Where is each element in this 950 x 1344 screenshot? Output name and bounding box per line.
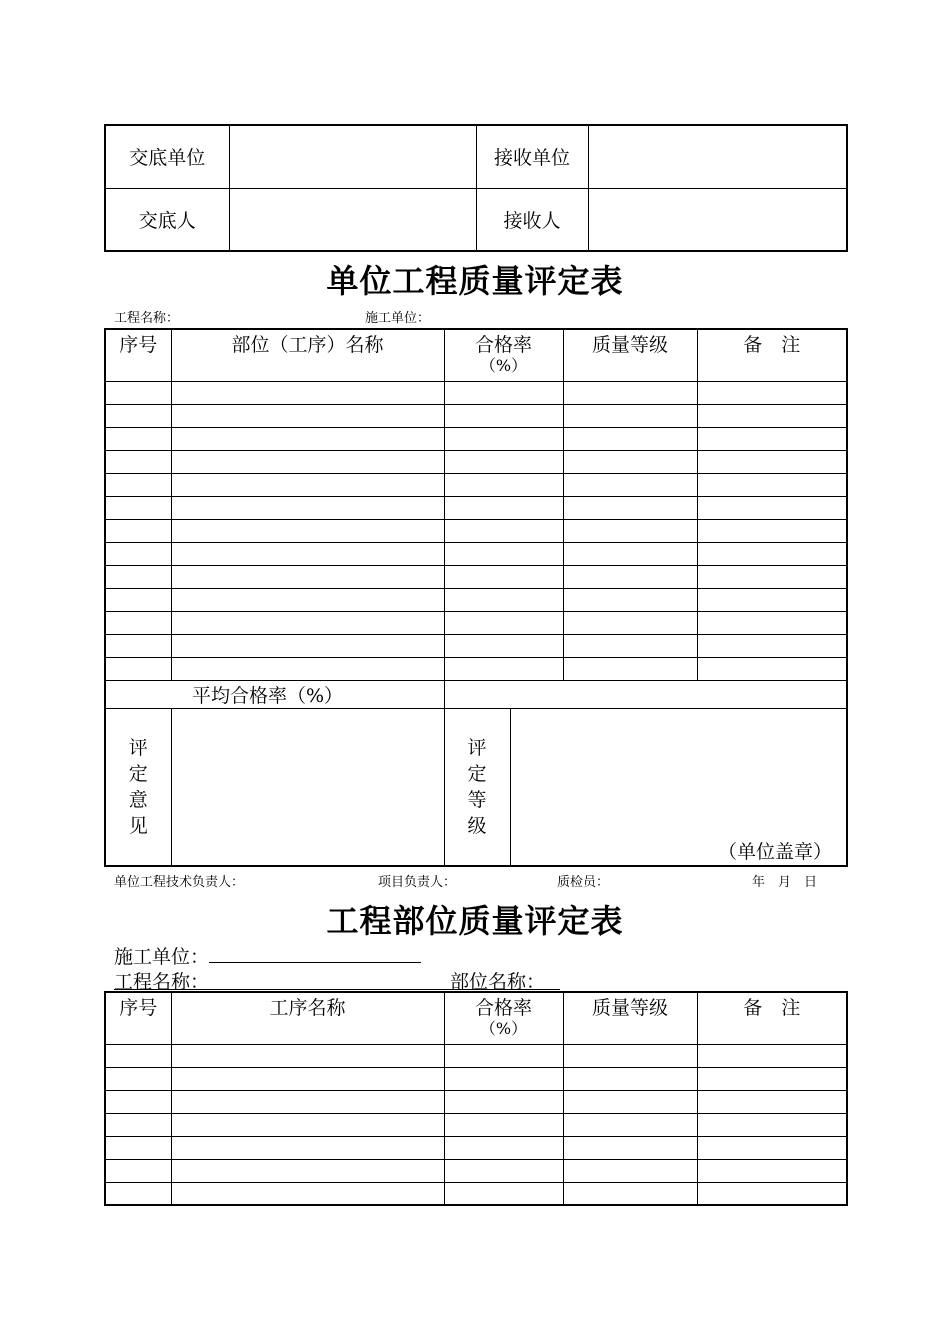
part-header-pass-rate-label: 合格率 xyxy=(474,997,532,1019)
table-row xyxy=(105,1182,847,1205)
grade-label-text xyxy=(467,735,487,839)
table-row xyxy=(105,404,847,427)
table-cell[interactable] xyxy=(105,1136,171,1159)
project-name-label: 工程名称： xyxy=(114,311,180,326)
table-cell[interactable] xyxy=(563,1159,697,1182)
part-quality-table xyxy=(104,991,848,1206)
table-cell[interactable] xyxy=(105,1090,171,1113)
table-cell[interactable] xyxy=(563,565,697,588)
part-construction-unit-label: 施工单位： xyxy=(114,946,210,968)
receiving-unit-label: 接收单位 xyxy=(476,125,588,188)
table-cell[interactable] xyxy=(171,473,444,496)
table-cell[interactable] xyxy=(444,657,563,680)
table-row xyxy=(105,1044,847,1067)
handover-person-label: 交底人 xyxy=(105,188,229,251)
table-row xyxy=(105,427,847,450)
table-row xyxy=(105,496,847,519)
table-cell[interactable] xyxy=(563,496,697,519)
opinion-label-text xyxy=(128,735,148,839)
table-cell[interactable] xyxy=(563,1044,697,1067)
table-cell[interactable] xyxy=(171,1090,444,1113)
project-lead-label: 项目负责人： xyxy=(378,875,457,890)
table-row xyxy=(105,1159,847,1182)
part-header-grade: 质量等级 xyxy=(563,992,697,1044)
table-cell[interactable] xyxy=(444,427,563,450)
table-cell[interactable] xyxy=(444,634,563,657)
table-cell[interactable] xyxy=(171,450,444,473)
table-cell[interactable] xyxy=(697,657,847,680)
header-no: 序号 xyxy=(105,329,171,381)
table-cell[interactable] xyxy=(105,381,171,404)
table-cell[interactable] xyxy=(105,542,171,565)
table-cell[interactable] xyxy=(697,611,847,634)
table-cell[interactable] xyxy=(563,1067,697,1090)
table-cell[interactable] xyxy=(697,565,847,588)
part-header-no: 序号 xyxy=(105,992,171,1044)
receiver-field[interactable] xyxy=(588,188,847,251)
table-cell[interactable] xyxy=(444,1090,563,1113)
part-construction-unit xyxy=(114,942,421,969)
header-remark: 备 注 xyxy=(697,329,847,381)
header-pass-rate-unit: （%） xyxy=(479,356,528,375)
table-cell[interactable] xyxy=(697,1113,847,1136)
grade-char-1: 评 xyxy=(467,736,487,759)
table-row xyxy=(105,450,847,473)
table-cell[interactable] xyxy=(563,1113,697,1136)
part-project-name-label: 工程名称： xyxy=(114,971,210,993)
part-header-pass-rate-unit: （%） xyxy=(479,1019,528,1038)
table-cell[interactable] xyxy=(697,450,847,473)
table-cell[interactable] xyxy=(105,1067,171,1090)
table-row xyxy=(105,1090,847,1113)
part-name-label: 部位名称： xyxy=(450,971,546,993)
table-cell[interactable] xyxy=(105,404,171,427)
table-cell[interactable] xyxy=(444,565,563,588)
table-cell[interactable] xyxy=(444,473,563,496)
table-cell[interactable] xyxy=(444,1159,563,1182)
table-cell[interactable] xyxy=(563,1090,697,1113)
part-header-pass-rate xyxy=(444,992,563,1044)
table-cell[interactable] xyxy=(105,611,171,634)
table-cell[interactable] xyxy=(697,634,847,657)
table-cell[interactable] xyxy=(171,588,444,611)
handover-unit-label: 交底单位 xyxy=(105,125,229,188)
table-cell[interactable] xyxy=(563,473,697,496)
table-cell[interactable] xyxy=(171,657,444,680)
table-cell[interactable] xyxy=(444,1113,563,1136)
table-cell[interactable] xyxy=(171,1182,444,1205)
table-cell[interactable] xyxy=(563,634,697,657)
table-cell[interactable] xyxy=(171,1044,444,1067)
table-cell[interactable] xyxy=(105,473,171,496)
part-form-title: 工程部位质量评定表 xyxy=(326,902,624,940)
header-pass-rate-label: 合格率 xyxy=(475,334,533,356)
avg-pass-rate-label: 平均合格率（%） xyxy=(105,680,444,708)
table-cell[interactable] xyxy=(697,427,847,450)
table-cell[interactable] xyxy=(171,496,444,519)
table-cell[interactable] xyxy=(563,1182,697,1205)
table-cell[interactable] xyxy=(563,427,697,450)
table-cell[interactable] xyxy=(697,1044,847,1067)
table-row xyxy=(105,565,847,588)
table-cell[interactable] xyxy=(697,542,847,565)
opinion-char-2: 定 xyxy=(128,762,148,785)
table-cell[interactable] xyxy=(105,634,171,657)
table-row xyxy=(105,473,847,496)
header-pass-rate xyxy=(444,329,563,381)
opinion-label xyxy=(105,708,171,866)
table-cell[interactable] xyxy=(171,427,444,450)
grade-char-3: 等 xyxy=(467,788,487,811)
table-row xyxy=(105,519,847,542)
table-cell[interactable] xyxy=(563,542,697,565)
table-cell[interactable] xyxy=(105,1044,171,1067)
unit-seal-text: （单位盖章） xyxy=(718,841,833,863)
table-cell[interactable] xyxy=(444,1182,563,1205)
part-header-remark: 备 注 xyxy=(697,992,847,1044)
table-cell[interactable] xyxy=(563,588,697,611)
table-cell[interactable] xyxy=(105,588,171,611)
part-header-process: 工序名称 xyxy=(171,992,444,1044)
part-table-body xyxy=(105,1044,847,1205)
table-cell[interactable] xyxy=(444,1067,563,1090)
opinion-char-3: 意 xyxy=(128,788,148,811)
part-construction-unit-field[interactable] xyxy=(209,944,421,963)
table-cell[interactable] xyxy=(171,1067,444,1090)
table-cell[interactable] xyxy=(444,611,563,634)
table-cell[interactable] xyxy=(444,542,563,565)
part-project-line xyxy=(114,967,560,993)
table-cell[interactable] xyxy=(697,1067,847,1090)
table-row xyxy=(105,657,847,680)
unit-table-body xyxy=(105,381,847,680)
table-cell[interactable] xyxy=(444,450,563,473)
construction-unit-label: 施工单位： xyxy=(365,311,431,326)
table-cell[interactable] xyxy=(105,657,171,680)
avg-pass-rate-row xyxy=(105,680,847,708)
table-row xyxy=(105,542,847,565)
unit-quality-table xyxy=(104,328,848,867)
table-cell[interactable] xyxy=(444,1136,563,1159)
table-cell[interactable] xyxy=(105,450,171,473)
handover-unit-field[interactable] xyxy=(229,125,476,188)
receiving-unit-field[interactable] xyxy=(588,125,847,188)
table-cell[interactable] xyxy=(105,1159,171,1182)
table-cell[interactable] xyxy=(105,427,171,450)
table-cell[interactable] xyxy=(563,519,697,542)
table-row xyxy=(105,1136,847,1159)
table-cell[interactable] xyxy=(444,496,563,519)
tech-lead-label: 单位工程技术负责人： xyxy=(114,875,245,890)
table-row xyxy=(105,381,847,404)
table-cell[interactable] xyxy=(444,404,563,427)
grade-char-2: 定 xyxy=(467,762,487,785)
opinion-row xyxy=(105,708,847,866)
table-cell[interactable] xyxy=(697,1090,847,1113)
table-cell[interactable] xyxy=(563,1136,697,1159)
table-cell[interactable] xyxy=(105,565,171,588)
table-cell[interactable] xyxy=(563,657,697,680)
table-cell[interactable] xyxy=(171,1136,444,1159)
table-cell[interactable] xyxy=(105,1113,171,1136)
table-cell[interactable] xyxy=(563,381,697,404)
grade-label xyxy=(444,708,510,866)
receiver-label: 接收人 xyxy=(476,188,588,251)
table-cell[interactable] xyxy=(563,450,697,473)
table-cell[interactable] xyxy=(105,1182,171,1205)
opinion-char-1: 评 xyxy=(128,736,148,759)
table-cell[interactable] xyxy=(171,634,444,657)
table-header-row xyxy=(105,329,847,381)
table-cell[interactable] xyxy=(697,496,847,519)
table-cell[interactable] xyxy=(697,381,847,404)
table-cell[interactable] xyxy=(171,404,444,427)
table-cell[interactable] xyxy=(171,565,444,588)
handover-table xyxy=(104,124,848,252)
date-label: 年 月 日 xyxy=(752,875,818,890)
table-cell[interactable] xyxy=(697,519,847,542)
grade-field[interactable] xyxy=(510,708,847,866)
table-row xyxy=(105,611,847,634)
header-grade: 质量等级 xyxy=(563,329,697,381)
table-row xyxy=(105,1113,847,1136)
table-row xyxy=(105,634,847,657)
table-cell[interactable] xyxy=(444,519,563,542)
table-cell[interactable] xyxy=(171,611,444,634)
table-cell[interactable] xyxy=(697,404,847,427)
opinion-char-4: 见 xyxy=(128,814,148,837)
table-cell[interactable] xyxy=(563,611,697,634)
table-cell[interactable] xyxy=(444,1044,563,1067)
table-cell[interactable] xyxy=(171,381,444,404)
table-cell[interactable] xyxy=(444,588,563,611)
header-part-name: 部位（工序）名称 xyxy=(171,329,444,381)
table-cell[interactable] xyxy=(697,588,847,611)
table-cell[interactable] xyxy=(697,1136,847,1159)
table-row xyxy=(105,588,847,611)
table-cell[interactable] xyxy=(563,404,697,427)
table-cell[interactable] xyxy=(105,496,171,519)
table-cell[interactable] xyxy=(105,519,171,542)
avg-pass-rate-field[interactable] xyxy=(444,680,847,708)
table-cell[interactable] xyxy=(697,1159,847,1182)
table-cell[interactable] xyxy=(697,1182,847,1205)
table-cell[interactable] xyxy=(171,1113,444,1136)
table-cell[interactable] xyxy=(697,473,847,496)
part-header-row xyxy=(105,992,847,1044)
table-cell[interactable] xyxy=(444,381,563,404)
table-cell[interactable] xyxy=(171,519,444,542)
table-row xyxy=(105,1067,847,1090)
grade-char-4: 级 xyxy=(467,814,487,837)
inspector-label: 质检员： xyxy=(557,875,610,890)
unit-form-title: 单位工程质量评定表 xyxy=(326,262,624,300)
table-cell[interactable] xyxy=(171,1159,444,1182)
handover-person-field[interactable] xyxy=(229,188,476,251)
table-cell[interactable] xyxy=(171,542,444,565)
opinion-field[interactable] xyxy=(171,708,444,866)
